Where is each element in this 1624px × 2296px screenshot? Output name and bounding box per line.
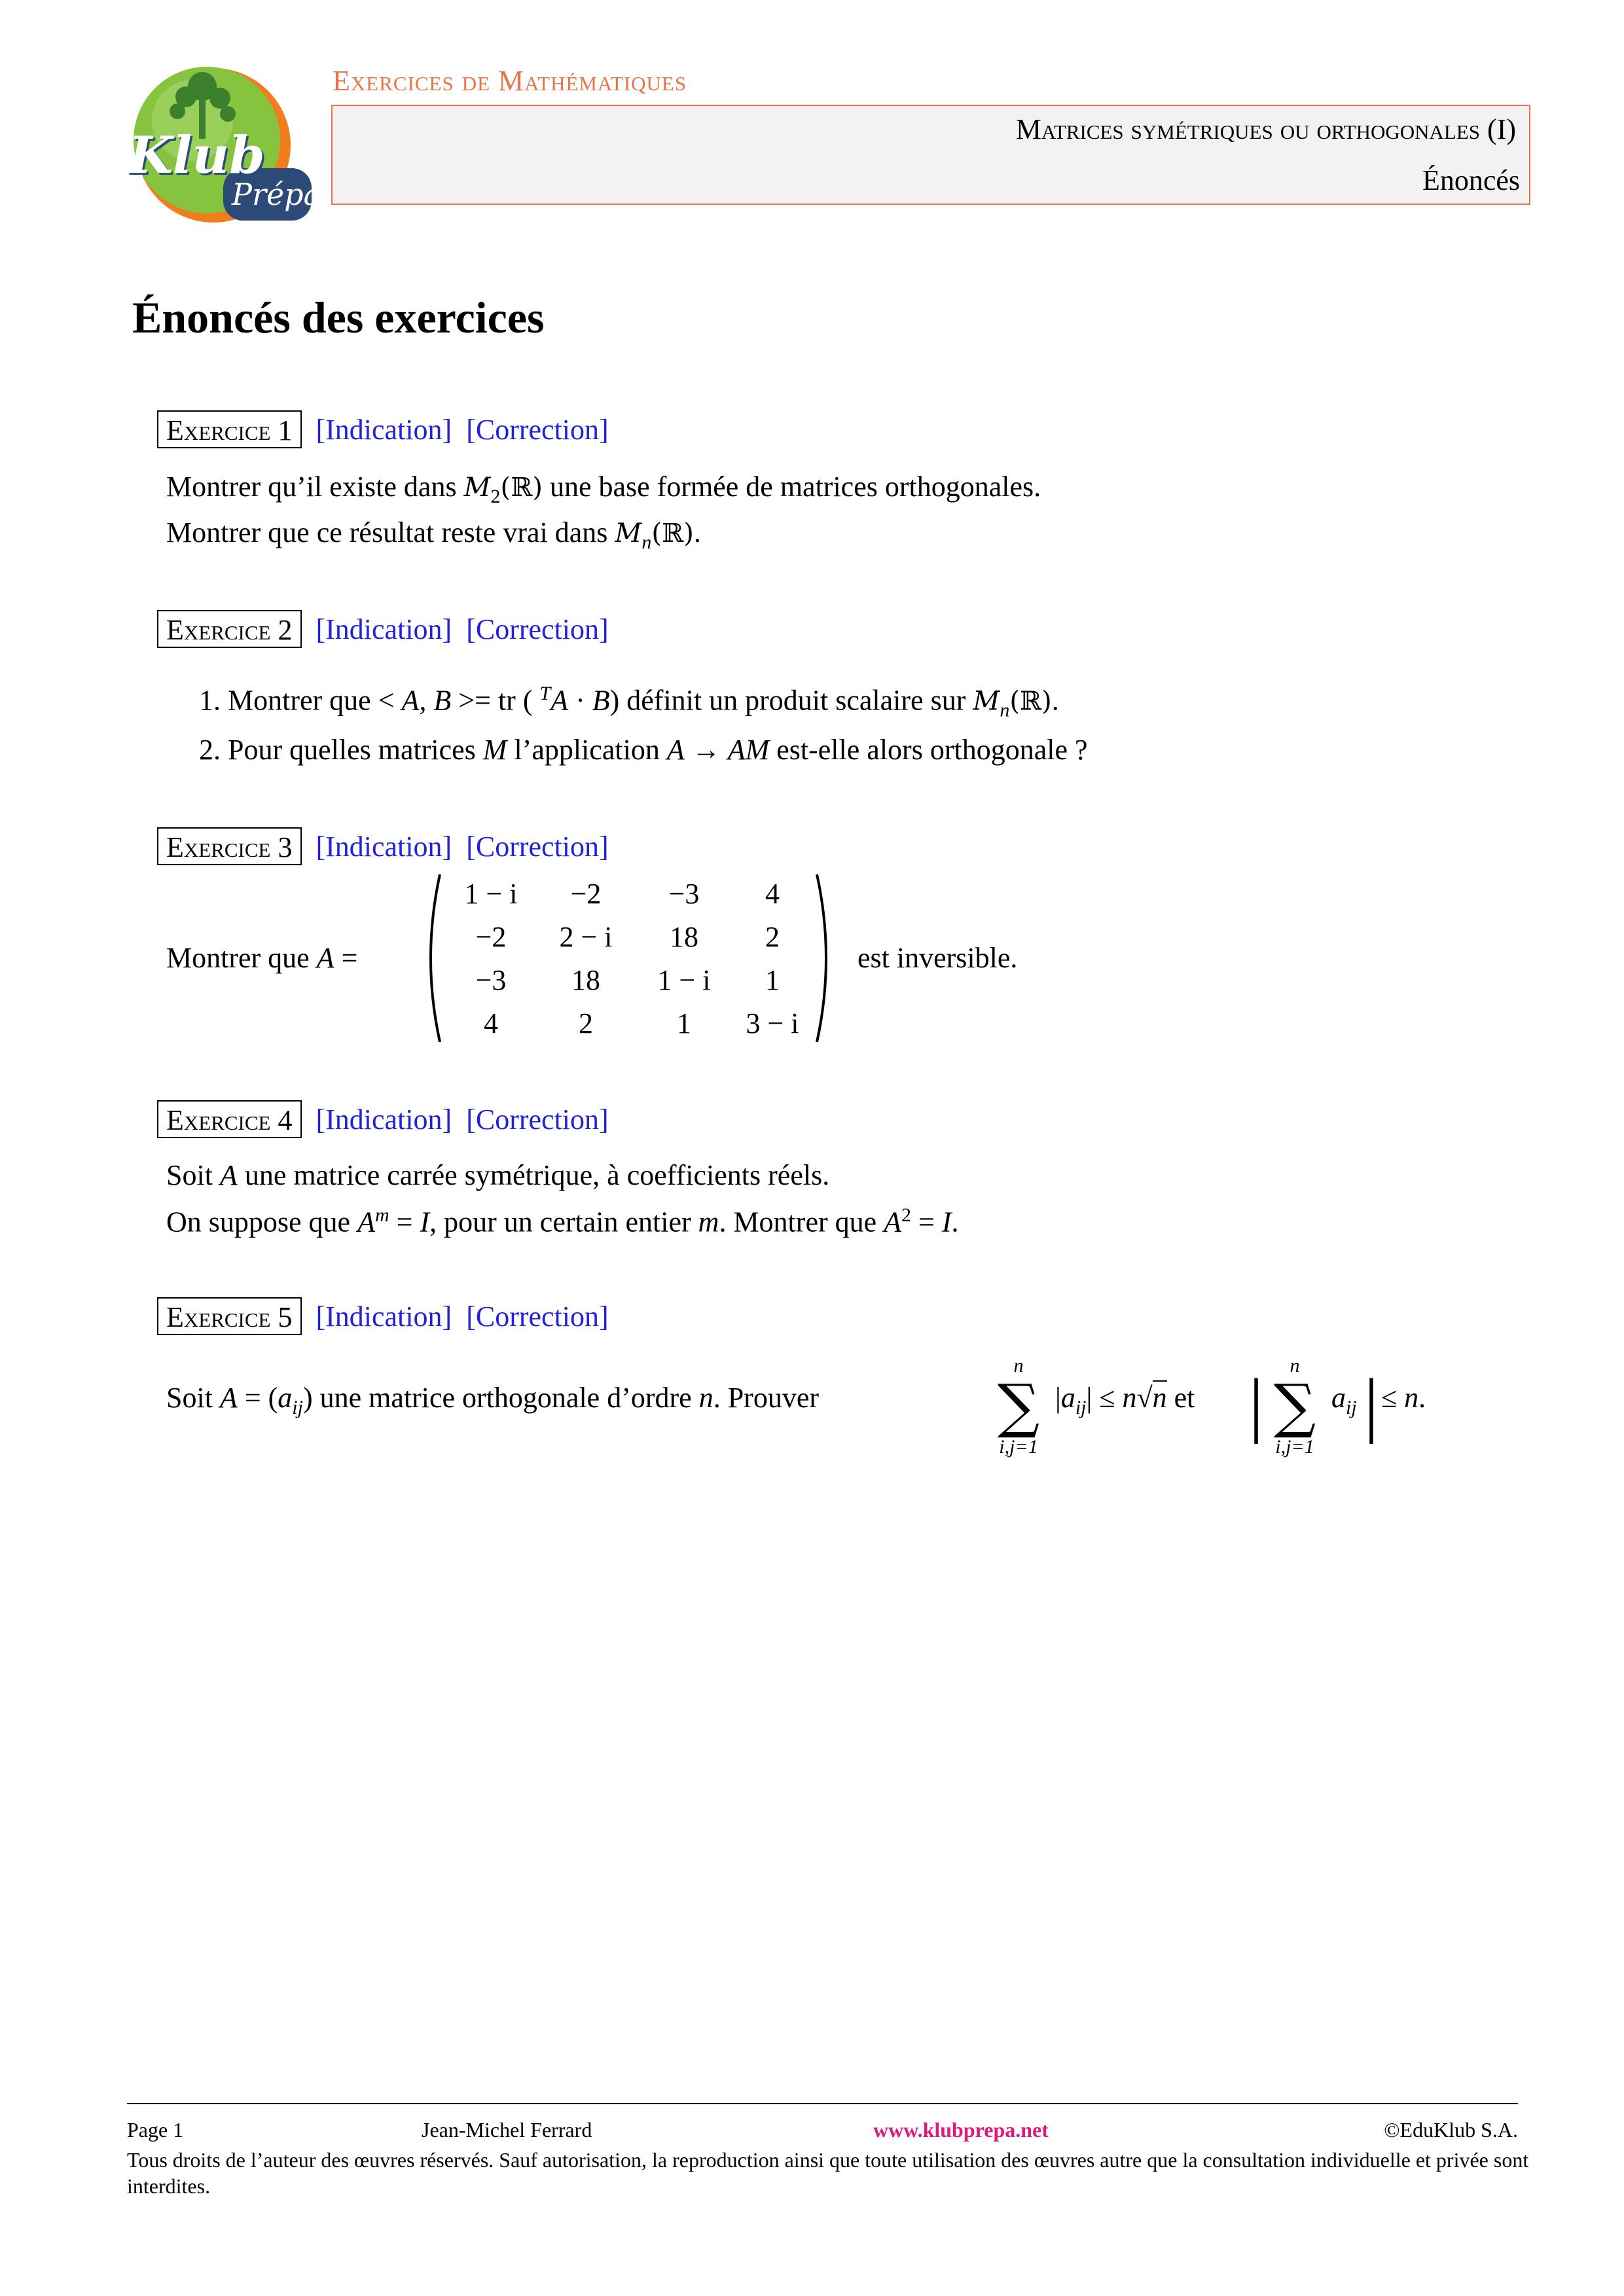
footer-rule xyxy=(127,2103,1518,2104)
sum-symbol-2: n ∑ i,j=1 xyxy=(1273,1355,1316,1458)
exercise-2-label: Exercice 2 xyxy=(157,610,302,648)
matrix-cell: 4 xyxy=(765,877,780,910)
matrix-cell: 18 xyxy=(571,963,600,996)
exercise-5-solution-link[interactable]: [Correction] xyxy=(466,1300,609,1333)
exercise-3-text-before: Montrer que A = xyxy=(166,942,358,974)
exercise-2-item-1: 1. Montrer que < A, B >= tr ( $^T$A · B) définit un produit scalaire sur $M_n(ℝ)$. xyxy=(199,683,1059,721)
klubprepa-logo xyxy=(115,60,322,227)
exercise-2-hint-link[interactable]: [Indication] xyxy=(316,613,452,645)
sheet-header-box xyxy=(331,105,1530,205)
exercise-4-solution-link[interactable]: [Correction] xyxy=(466,1103,609,1136)
exercise-4-hint-link[interactable]: [Indication] xyxy=(316,1103,452,1136)
exercise-3-header xyxy=(157,827,609,866)
exercise-3-hint-link[interactable]: [Indication] xyxy=(316,830,452,863)
matrix-cell: 1 xyxy=(677,1007,691,1039)
exercise-5-inequality-2-end: ≤ n. xyxy=(1381,1382,1426,1414)
footer-copyright: ©EduKlub S.A. xyxy=(1384,2118,1518,2142)
matrix-cell: 2 − i xyxy=(559,920,613,953)
exercise-3-text-after: est inversible. xyxy=(857,942,1018,974)
matrix-cell: −3 xyxy=(668,877,700,910)
matrix-cell: 2 xyxy=(579,1007,593,1039)
logo-word-prepa: Prépa xyxy=(232,177,322,212)
exercise-3-label: Exercice 3 xyxy=(157,827,302,865)
sheet-subtitle: Énoncés xyxy=(1422,164,1520,196)
matrix-cell: 4 xyxy=(484,1007,498,1039)
footer-page-number: Page 1 xyxy=(127,2118,184,2142)
matrix-cell: −2 xyxy=(570,877,602,910)
footer-notice: Tous droits de l’auteur des œuvres réservés. Sauf autorisation, la reproduction ainsi que toute utilisation des œuvres autre que la consultation individuelle et privée sont interdites. xyxy=(127,2148,1529,2198)
exercise-1-line-1: Montrer qu’il existe dans $M_2(ℝ)$ une base formée de matrices orthogonales. xyxy=(166,471,1041,507)
matrix-right-paren xyxy=(812,872,838,1045)
matrix-cells xyxy=(445,872,812,1045)
exercise-2-header xyxy=(157,609,609,649)
exercise-1-hint-link[interactable]: [Indication] xyxy=(316,413,452,446)
matrix-cell: 18 xyxy=(670,920,698,953)
exercise-5-text: Soit $A = (a_{ij})$ une matrice orthogonale d’ordre n. Prouver xyxy=(166,1382,820,1418)
exercise-2-solution-link[interactable]: [Correction] xyxy=(466,613,609,645)
exercise-5-inequality-1: $|a_{ij}| \le n√n$ et xyxy=(1055,1382,1195,1418)
exercise-4-line-2: On suppose que $A^m = I$, pour un certain entier m. Montrer que $A^2 = I$. xyxy=(166,1204,959,1238)
exercise-4-label: Exercice 4 xyxy=(157,1100,302,1138)
footer-website-link[interactable]: www.klubprepa.net xyxy=(873,2118,1049,2142)
sheet-title: Matrices symétriques ou orthogonales (I) xyxy=(1015,113,1516,145)
matrix-cell: 1 − i xyxy=(464,877,518,910)
exercise-1-header xyxy=(157,410,609,449)
exercise-1-label: Exercice 1 xyxy=(157,410,302,448)
matrix-cell: 1 xyxy=(765,963,780,996)
abs-bar-right: | xyxy=(1364,1364,1379,1444)
logo-word-klub: Klub xyxy=(128,126,265,185)
matrix-cell: 2 xyxy=(765,920,780,953)
exercise-1-line-2: Montrer que ce résultat reste vrai dans $M_n(ℝ)$. xyxy=(166,516,701,553)
exercise-5-header xyxy=(157,1297,609,1336)
series-title: Exercices de Mathématiques xyxy=(333,65,687,97)
abs-bar-left: | xyxy=(1249,1364,1264,1444)
exercise-3-matrix xyxy=(419,872,838,1045)
exercise-2-item-2: 2. Pour quelles matrices M l’application A → AM est-elle alors orthogonale ? xyxy=(199,734,1088,766)
exercise-5-inequality-2: $a_{ij}$ xyxy=(1331,1382,1357,1418)
matrix-cell: 1 − i xyxy=(657,963,711,996)
sum-symbol-1: n ∑ i,j=1 xyxy=(997,1355,1040,1458)
exercise-4-line-1: Soit A une matrice carrée symétrique, à coefficients réels. xyxy=(166,1159,830,1191)
exercise-4-header xyxy=(157,1100,609,1139)
exercise-5-hint-link[interactable]: [Indication] xyxy=(316,1300,452,1333)
footer-author: Jean-Michel Ferrard xyxy=(422,2118,592,2142)
matrix-left-paren xyxy=(419,872,445,1045)
exercise-5-label: Exercice 5 xyxy=(157,1297,302,1335)
matrix-cell: −2 xyxy=(475,920,507,953)
matrix-cell: 3 − i xyxy=(746,1007,799,1039)
exercise-1-solution-link[interactable]: [Correction] xyxy=(466,413,609,446)
matrix-cell: −3 xyxy=(475,963,507,996)
page-heading: Énoncés des exercices xyxy=(132,293,545,342)
exercise-3-solution-link[interactable]: [Correction] xyxy=(466,830,609,863)
